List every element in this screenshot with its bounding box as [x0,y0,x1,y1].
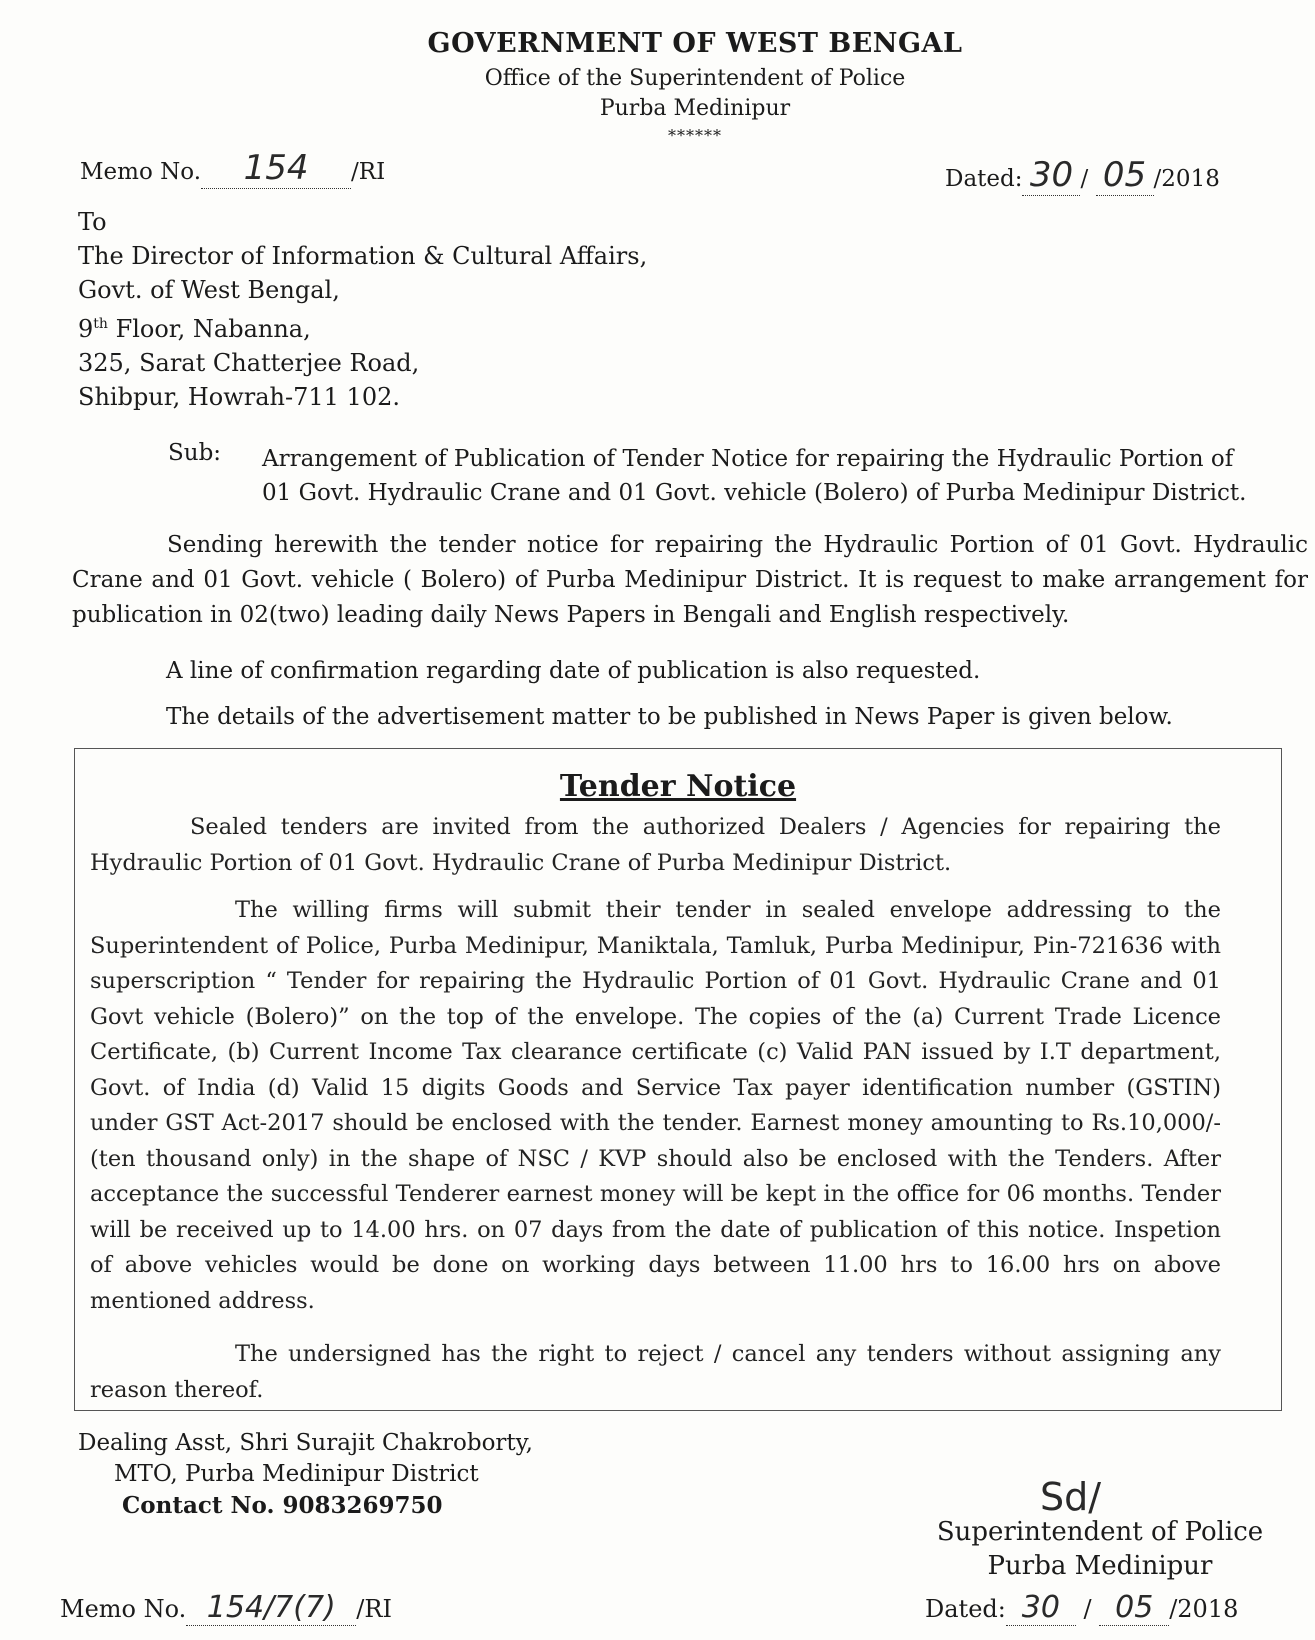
address-line: The Director of Information & Cultural Affairs, [78,242,648,270]
signatory-district: Purba Medinipur [987,1551,1213,1581]
date-month: 05 [1096,155,1154,196]
body-paragraph-2: A line of confirmation regarding date of publication is also requested. [166,658,981,684]
dealing-assistant: Dealing Asst, Shri Surajit Chakroborty, [78,1430,533,1456]
address-line: Shibpur, Howrah-711 102. [78,383,400,411]
address-block [78,205,647,414]
memo-label: Memo No. [80,159,202,185]
notice-paragraph-1: Sealed tenders are invited from the authorized Dealers / Agencies for repairing the Hydraulic Portion of 01 Govt. Hydraulic Crane of Purba Medinipur District. [90,814,1221,876]
address-line: Govt. of West Bengal, [78,276,340,304]
subject-text [262,442,1312,510]
body-paragraph-1: Sending herewith the tender notice for repairing the Hydraulic Portion of 01 Govt. Hydraulic Crane and 01 Govt. vehicle ( Bolero) of Purba Medinipur District. It is request to make arrangement for publication in 02(two) leading daily News Papers in Bengali and English respectively. [72,532,1308,628]
signature-date-month: 05 [1099,1590,1169,1626]
signature-block [905,1515,1295,1583]
address-floor-line [78,307,647,346]
signatory-title: Superintendent of Police [936,1517,1264,1547]
memo-line [80,148,385,189]
government-heading: GOVERNMENT OF WEST BENGAL [427,28,963,59]
signature-date-label: Dated: [925,1595,1006,1623]
address-line: 325, Sarat Chatterjee Road, [78,349,420,377]
date-label: Dated: [945,166,1023,192]
memo2-number: 154/7(7) [186,1590,356,1626]
memo-line-2 [60,1590,392,1626]
signature-date-year: /2018 [1169,1595,1239,1623]
subject-line: Arrangement of Publication of Tender Notice for repairing the Hydraulic Portion of [262,446,1234,472]
subject-label: Sub: [168,440,222,466]
date-day: 30 [1022,155,1080,196]
memo-suffix: /RI [351,159,386,185]
dealing-block [78,1428,533,1521]
memo-date: Dated: 30 / 05 /2018 [945,155,1220,195]
district-heading: Purba Medinipur [599,96,791,121]
address-to: To [78,208,107,236]
memo2-label: Memo No. [60,1595,187,1623]
signature-date-day: 30 [1006,1590,1076,1626]
floor-number: 9 [78,315,94,343]
signature-mark: Sd/ [1040,1475,1102,1519]
notice-paragraph-2: The willing firms will submit their tender in sealed envelope addressing to the Superintendent of Police, Purba Medinipur, Maniktala, Tamluk, Purba Medinipur, Pin-721636 with superscription “ Tender for repairing the Hydraulic Portion of 01 Govt. Hydraulic Crane and 01 Govt vehicle (Bolero)” on the top of the envelope. The copies of the (a) Current Trade Licence Certificate, (b) Current Income Tax clearance certificate (c) Valid PAN issued by I.T department, Govt. of India (d) Valid 15 digits Goods and Service Tax payer identification number (GSTIN) under GST Act-2017 should be enclosed with the tender. Earnest money amounting to Rs.10,000/- (ten thousand only) in the shape of NSC / KVP should also be enclosed with the Tenders. After acceptance the successful Tenderer earnest money will be kept in the office for 06 months. Tender will be received up to 14.00 hrs. on 07 days from the date of publication of this notice. Inspetion of above vehicles would be done on working days between 11.00 hrs to 16.00 hrs on above mentioned address. [90,897,1221,1314]
body-paragraph-3: The details of the advertisement matter to be published in News Paper is given below. [166,704,1173,730]
date-year: /2018 [1153,166,1220,192]
memo-number: 154 [201,148,351,189]
dealing-office: MTO, Purba Medinipur District [114,1461,479,1487]
signature-date: Dated: 30 / 05 /2018 [925,1590,1239,1625]
notice-paragraph-3: The undersigned has the right to reject / cancel any tenders without assigning any reason thereof. [90,1341,1221,1403]
office-heading: Office of the Superintendent of Police [484,66,906,91]
tender-notice-box [74,748,1282,1411]
heading-separator: ****** [668,126,722,145]
dealing-contact: Contact No. 9083269750 [122,1492,443,1519]
address-line: Floor, Nabanna, [115,315,311,343]
memo2-suffix: /RI [356,1595,392,1623]
subject-line: 01 Govt. Hydraulic Crane and 01 Govt. vehicle (Bolero) of Purba Medinipur District. [262,480,1247,506]
floor-suffix: th [93,316,108,332]
tender-notice-title: Tender Notice [559,769,797,804]
